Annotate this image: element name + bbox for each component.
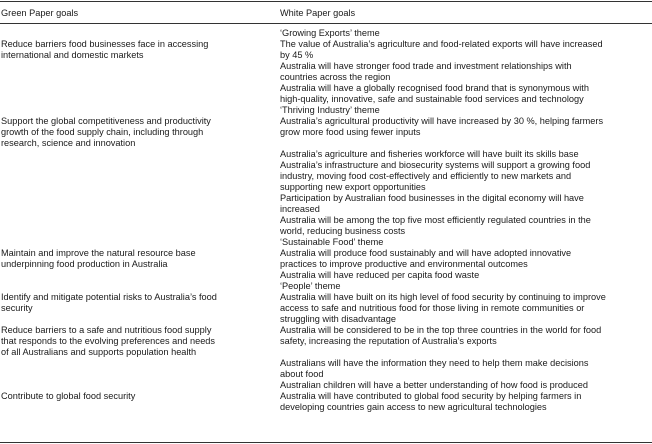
cell-text-line: high-quality, innovative, safe and sustainable food services and technology [280, 94, 584, 104]
cell-text-line: ‘Growing Exports’ theme [280, 28, 380, 38]
white-paper-goal-cell [280, 116, 650, 138]
cell-text-line: industry, moving food cost-effectively and efficiently to new markets and [280, 171, 572, 181]
white-paper-goal-cell [280, 391, 650, 413]
cell-text-line: Identify and mitigate potential risks to Australia’s food [1, 292, 217, 302]
white-paper-goal-cell [280, 237, 650, 248]
cell-text-line: Australia will be considered to be in the top three countries in the world for food [280, 325, 602, 335]
white-paper-goal-cell [280, 281, 650, 292]
cell-text-line: increased [280, 204, 320, 214]
green-paper-goal-cell [1, 116, 273, 149]
cell-text-line: struggling with disadvantage [280, 314, 396, 324]
cell-text-line: of all Australians and supports population health [1, 347, 197, 357]
white-paper-goal-cell [280, 160, 650, 193]
white-paper-goal-cell [280, 61, 650, 83]
green-paper-goal-cell [1, 39, 273, 61]
white-paper-goal-cell [280, 193, 650, 215]
cell-text-line: underpinning food production in Australia [1, 259, 168, 269]
cell-text-line: Australia will have built on its high level of food security by continuing to improve [280, 292, 606, 302]
cell-text-line: safety, increasing the reputation of Australia’s exports [280, 336, 497, 346]
header-rule [0, 23, 652, 24]
cell-text-line: that responds to the evolving preferences and needs [1, 336, 216, 346]
cell-text-line: Australia’s infrastructure and biosecurity systems will support a growing food [280, 160, 591, 170]
cell-text-line: ‘Sustainable Food’ theme [280, 237, 384, 247]
cell-text-line: international and domestic markets [1, 50, 144, 60]
cell-text-line: grow more food using fewer inputs [280, 127, 421, 137]
table-bottom-rule [0, 442, 652, 443]
cell-text-line: research, science and innovation [1, 138, 136, 148]
cell-text-line: Australians will have the information they need to help them make decisions [280, 358, 589, 368]
white-paper-goal-cell [280, 149, 650, 160]
cell-text-line: ‘Thriving Industry’ theme [280, 105, 380, 115]
white-paper-goal-cell [280, 270, 650, 281]
cell-text-line: countries across the region [280, 72, 391, 82]
cell-text-line: by 45 % [280, 50, 314, 60]
table-top-rule [0, 1, 652, 2]
cell-text-line: Australia will produce food sustainably and will have adopted innovative [280, 248, 572, 258]
green-paper-goal-cell [1, 325, 273, 358]
cell-text-line: Australia will have reduced per capita food waste [280, 270, 480, 280]
cell-text-line: Maintain and improve the natural resource base [1, 248, 196, 258]
header-green-paper-goals: Green Paper goals [1, 8, 79, 18]
cell-text-line: supporting new export opportunities [280, 182, 426, 192]
green-paper-goal-cell [1, 292, 273, 314]
cell-text-line: Contribute to global food security [1, 391, 136, 401]
cell-text-line: Australia will be among the top five most efficiently regulated countries in the [280, 215, 591, 225]
cell-text-line: world, reducing business costs [280, 226, 406, 236]
cell-text-line: Reduce barriers food businesses face in accessing [1, 39, 209, 49]
white-paper-goal-cell [280, 28, 650, 39]
cell-text-line: Australia will have contributed to global food security by helping farmers in [280, 391, 582, 401]
cell-text-line: practices to improve productive and environmental outcomes [280, 259, 528, 269]
cell-text-line: developing countries gain access to new agricultural technologies [280, 402, 547, 412]
cell-text-line: Reduce barriers to a safe and nutritious food supply [1, 325, 212, 335]
white-paper-goal-cell [280, 39, 650, 61]
white-paper-goal-cell [280, 325, 650, 347]
cell-text-line: Support the global competitiveness and productivity [1, 116, 211, 126]
cell-text-line: growth of the food supply chain, including through [1, 127, 204, 137]
white-paper-goal-cell [280, 248, 650, 270]
cell-text-line: about food [280, 369, 324, 379]
white-paper-goal-cell [280, 358, 650, 380]
cell-text-line: Australian children will have a better understanding of how food is produced [280, 380, 588, 390]
green-paper-goal-cell [1, 248, 273, 270]
cell-text-line: Australia will have stronger food trade and investment relationships with [280, 61, 572, 71]
cell-text-line: Participation by Australian food businesses in the digital economy will have [280, 193, 584, 203]
cell-text-line: The value of Australia’s agriculture and food-related exports will have increased [280, 39, 603, 49]
white-paper-goal-cell [280, 105, 650, 116]
header-white-paper-goals: White Paper goals [280, 8, 356, 18]
white-paper-goal-cell [280, 292, 650, 325]
cell-text-line: Australia will have a globally recognised food brand that is synonymous with [280, 83, 589, 93]
cell-text-line: security [1, 303, 33, 313]
green-paper-goal-cell [1, 391, 273, 402]
cell-text-line: ‘People’ theme [280, 281, 341, 291]
cell-text-line: access to safe and nutritious food for those living in remote communities or [280, 303, 585, 313]
white-paper-goal-cell [280, 83, 650, 105]
cell-text-line: Australia’s agricultural productivity will have increased by 30 %, helping farmers [280, 116, 604, 126]
white-paper-goal-cell [280, 215, 650, 237]
white-paper-goal-cell [280, 380, 650, 391]
cell-text-line: Australia’s agriculture and fisheries workforce will have built its skills base [280, 149, 579, 159]
